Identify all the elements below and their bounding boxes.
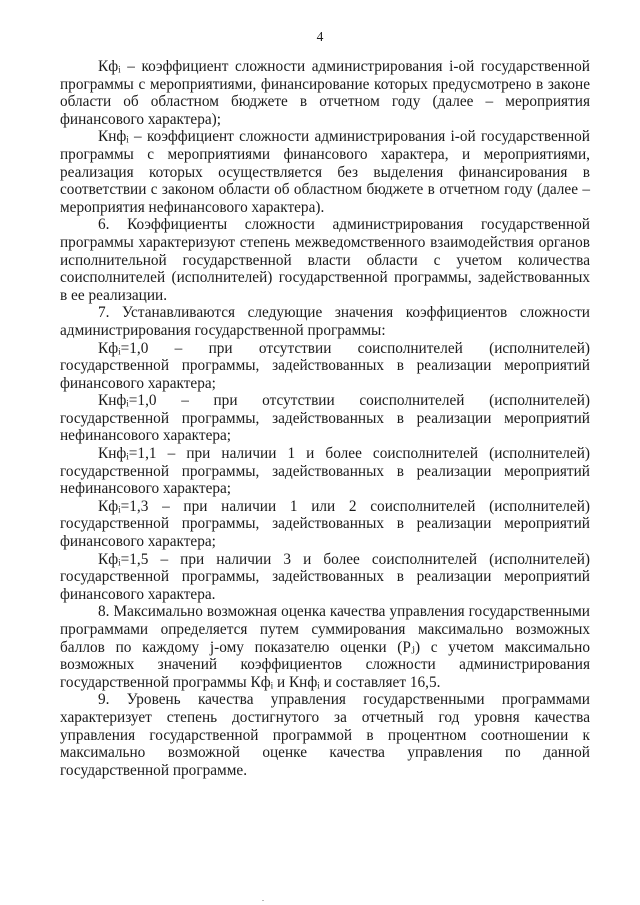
document-body [60,58,590,779]
coefficient-kf-1-5: Кфᵢ=1,5 – при наличии 3 и более соисполнителей (исполнителей) государственной программы, задействованных в реализации мероприятий финансового характера. [60,550,590,603]
paragraph-item-9: 9. Уровень качества управления государственными программами характеризует степень достигнутого за отчетный год уровня качества управления государственной программой в процентном соотношении к максимально возможной оценке качества управления по данной государственной программе. [60,691,590,779]
paragraph-knf-definition: Кнфᵢ – коэффициент сложности администрирования i-ой государственной программы с мероприятиями финансового характера, и мероприятиями, реализация которых осуществляется без выделения финансирования в соответствии с законом области об областном бюджете в отчетном году (далее – мероприятия нефинансового характера). [60,128,590,216]
coefficient-kf-1-3: Кфᵢ=1,3 – при наличии 1 или 2 соисполнителей (исполнителей) государственной программы, задействованных в реализации мероприятий финансового характера; [60,497,590,551]
footer-mark: . [262,894,264,903]
coefficient-kf-1-0: Кфᵢ=1,0 – при отсутствии соисполнителей (исполнителей) государственной программы, задействованных в реализации мероприятий финансового характера; [60,339,590,392]
coefficient-knf-1-0: Кнфᵢ=1,0 – при отсутствии соисполнителей (исполнителей) государственной программы, задействованных в реализации мероприятий нефинансового характера; [60,392,590,445]
coefficient-knf-1-1: Кнфᵢ=1,1 – при наличии 1 и более соисполнителей (исполнителей) государственной программы, задействованных в реализации мероприятий нефинансового характера; [60,445,590,498]
paragraph-item-8: 8. Максимально возможная оценка качества управления государственными программами определяется путем суммирования максимально возможных баллов по каждому j-ому показателю оценки (Pⱼ) с учетом максимально возможных значений коэффициентов сложности администрирования государственной программы Кфᵢ и Кнфᵢ и составляет 16,5. [60,603,590,691]
page-number: 4 [316,29,324,44]
paragraph-item-6: 6. Коэффициенты сложности администрирования государственной программы характеризуют степень межведомственного взаимодействия органов исполнительной государственной власти области с учетом количества соисполнителей (исполнителей) государственной программы, задействованных в ее реализации. [60,216,590,304]
paragraph-item-7: 7. Устанавливаются следующие значения коэффициентов сложности администрирования государственной программы: [60,304,590,339]
paragraph-kf-definition: Кфᵢ – коэффициент сложности администрирования i-ой государственной программы с мероприятиями, финансирование которых предусмотрено в законе области об областном бюджете в отчетном году (далее – мероприятия финансового характера); [60,58,590,128]
